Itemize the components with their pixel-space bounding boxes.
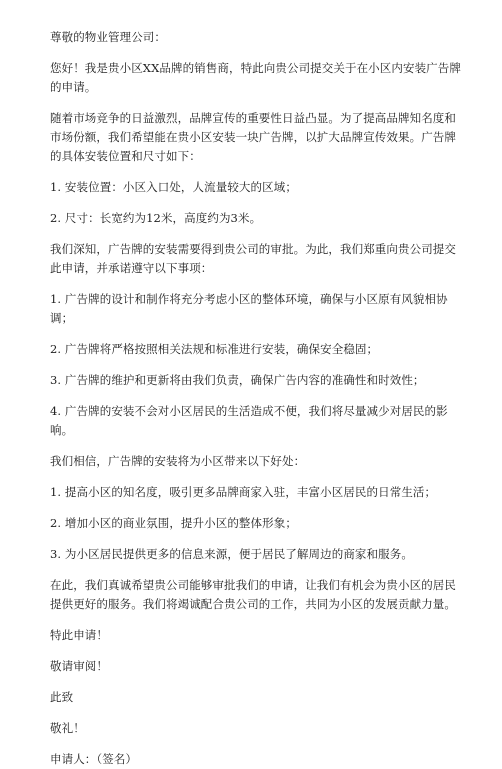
applicant-signature: 申请人：（签名） bbox=[50, 752, 138, 766]
commitment-item: 1. 广告牌的设计和制作将充分考虑小区的整体环境，确保与小区原有风貌相协调； bbox=[50, 292, 448, 325]
closing-line: 敬请审阅！ bbox=[50, 659, 108, 673]
benefit-item: 3. 为小区居民提供更多的信息来源，便于居民了解周边的商家和服务。 bbox=[50, 547, 413, 561]
background-paragraph: 随着市场竞争的日益激烈，品牌宣传的重要性日益凸显。为了提高品牌知名度和市场份额，我们希望能在贵小区安装一块广告牌，以扩大品牌宣传效果。广告牌的具体安装位置和尺寸如下： bbox=[50, 111, 456, 163]
closing-line: 特此申请！ bbox=[50, 628, 108, 642]
benefits-intro: 我们相信，广告牌的安装将为小区带来以下好处： bbox=[50, 454, 306, 468]
approval-paragraph: 我们深知，广告牌的安装需要得到贵公司的审批。为此，我们郑重向贵公司提交此申请，并承诺遵守以下事项： bbox=[50, 242, 456, 275]
closing-line: 此致 bbox=[50, 690, 74, 704]
commitment-item: 3. 广告牌的维护和更新将由我们负责，确保广告内容的准确性和时效性； bbox=[50, 373, 425, 387]
spec-item: 2. 尺寸：长宽约为12米，高度约为3米。 bbox=[50, 211, 262, 225]
closing-paragraph: 在此，我们真诚希望贵公司能够审批我们的申请，让我们有机会为贵小区的居民提供更好的服务。我们将竭诚配合贵公司的工作，共同为小区的发展贡献力量。 bbox=[50, 578, 456, 611]
commitment-item: 4. 广告牌的安装不会对小区居民的生活造成不便，我们将尽量减少对居民的影响。 bbox=[50, 404, 448, 437]
closing-line: 敬礼！ bbox=[50, 721, 85, 735]
commitment-item: 2. 广告牌将严格按照相关法规和标准进行安装，确保安全稳固； bbox=[50, 342, 379, 356]
spec-item: 1. 安装位置：小区入口处，人流量较大的区域； bbox=[50, 180, 297, 194]
intro-paragraph: 您好！我是贵小区XX品牌的销售商，特此向贵公司提交关于在小区内安装广告牌的申请。 bbox=[50, 61, 461, 94]
benefit-item: 2. 增加小区的商业氛围，提升小区的整体形象； bbox=[50, 516, 297, 530]
salutation: 尊敬的物业管理公司： bbox=[50, 30, 166, 44]
benefit-item: 1. 提高小区的知名度，吸引更多品牌商家入驻，丰富小区居民的日常生活； bbox=[50, 485, 437, 499]
